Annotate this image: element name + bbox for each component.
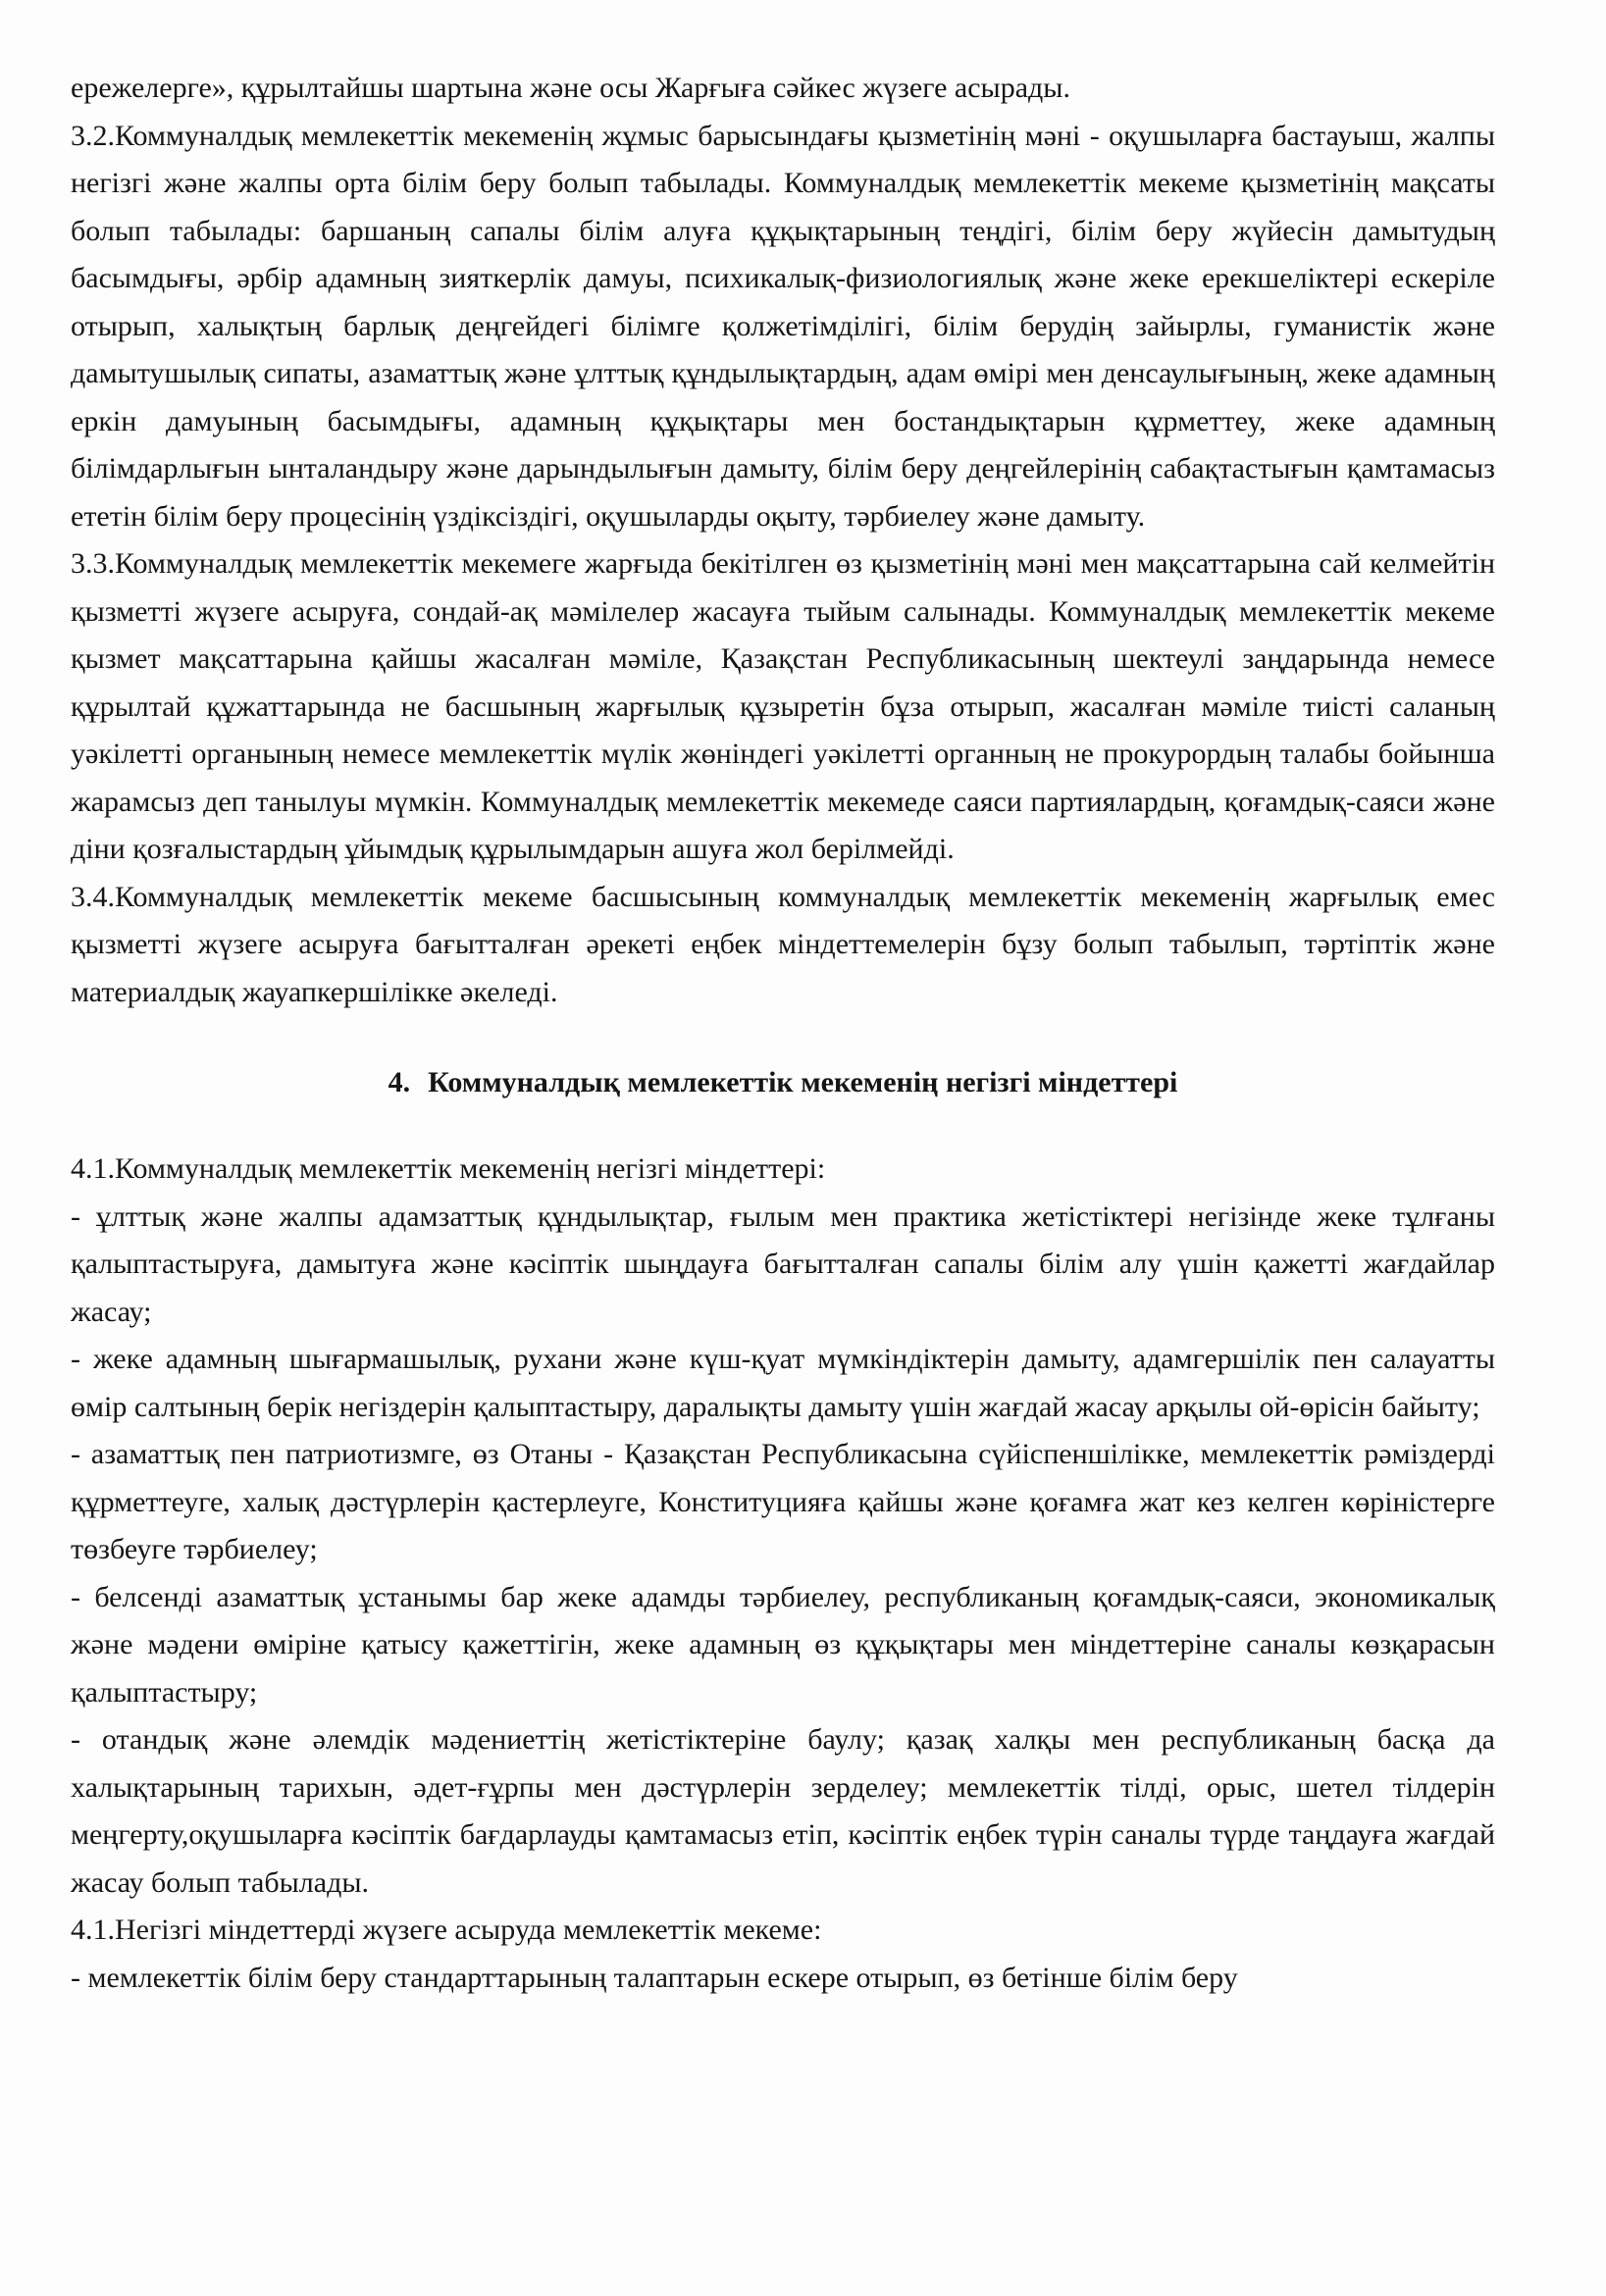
document-body: [71, 65, 1495, 2002]
paragraph-3-4: 3.4.Коммуналдық мемлекеттік мекеме басшысының коммуналдық мемлекеттік мекеменің жарғылық емес қызметті жүзеге асыруға бағытталған әрекеті еңбек міндеттемелерін бұзу болып табылып, тәртіптік және материалдық жауапкершілікке әкеледі.: [71, 880, 1495, 1008]
section-4-number: 4.: [388, 1066, 411, 1098]
list-item: - азаматтық пен патриотизмге, өз Отаны - Қазақстан Республикасына сүйіспеншілікке, мемлекеттік рәміздерді құрметтеуге, халық дәстүрлерін қастерлеуге, Конституцияға қайшы және қоғамға жат кез келген көріністерге төзбеуге тәрбиелеу;: [71, 1438, 1495, 1565]
list-item: - жеке адамның шығармашылық, рухани және күш-қуат мүмкіндіктерін дамыту, адамгершілік пен салауатты өмір салтының берік негіздерін қалыптастыру, даралықты дамыту үшін жағдай жасау арқылы ой-өрісін байыту;: [71, 1343, 1495, 1423]
paragraph-4-1: 4.1.Коммуналдық мемлекеттік мекеменің негізгі міндеттері:: [71, 1152, 826, 1185]
list-item: - белсенді азаматтық ұстанымы бар жеке адамды тәрбиелеу, республиканың қоғамдық-саяси, экономикалық және мәдени өміріне қатысу қажеттігін, жеке адамның өз құқықтары мен міндеттеріне саналы көзқарасын қалыптастыру;: [71, 1580, 1495, 1709]
paragraph-3-3: 3.3.Коммуналдық мемлекеттік мекемеге жарғыда бекітілген өз қызметінің мәні мен мақсаттарына сай келмейтін қызметті жүзеге асыруға, сондай-ақ мәмілелер жасауға тыйым салынады. Коммуналдық мемлекеттік мекеме қызмет мақсаттарына қайшы жасалған мәміле, Қазақстан Республикасының шектеулі заңдарында немесе құрылтай құжаттарында не басшының жарғылық құзыретін бұза отырып, жасалған мәміле тиісті саланың уәкілетті органының немесе мемлекеттік мүлік жөніндегі уәкілетті органның не прокурордың талабы бойынша жарамсыз деп танылуы мүмкін. Коммуналдық мемлекеттік мекемеде саяси партиялардың, қоғамдық-саяси және діни қозғалыстардың ұйымдық құрылымдарын ашуға жол берілмейді.: [71, 547, 1495, 865]
list-item: - мемлекеттік білім беру стандарттарының талаптарын ескере отырып, өз бетінше білім беру: [71, 1961, 1238, 1994]
section-4-title: Коммуналдық мемлекеттік мекеменің негізгі міндеттері: [428, 1066, 1178, 1098]
paragraph-intro: ережелерге», құрылтайшы шартына және осы Жарғыға сәйкес жүзеге асырады.: [71, 72, 1070, 104]
section-4-heading: [71, 1059, 1495, 1106]
list-item: - ұлттық және жалпы адамзаттық құндылықтар, ғылым мен практика жетістіктері негізінде жеке тұлғаны қалыптастыруға, дамытуға және кәсіптік шыңдауға бағытталған сапалы білім алу үшін қажетті жағдайлар жасау;: [71, 1199, 1495, 1328]
paragraph-3-2: 3.2.Коммуналдық мемлекеттік мекеменің жұмыс барысындағы қызметінің мәні - оқушыларға бастауыш, жалпы негізгі және жалпы орта білім беру болып табылады. Коммуналдық мемлекеттік мекеме қызметінің мақсаты болып табылады: баршаның сапалы білім алуға құқықтарының теңдігі, білім беру жүйесін дамытудың басымдығы, әрбір адамның зияткерлік дамуы, психикалық-физиологиялық және жеке ерекшеліктері ескеріле отырып, халықтың барлық деңгейдегі білімге қолжетімділігі, білім берудің зайырлы, гуманистік және дамытушылық сипаты, азаматтық және ұлттық құндылықтардың, адам өмірі мен денсаулығының, жеке адамның еркін дамуының басымдығы, адамның құқықтары мен бостандықтарын құрметтеу, жеке адамның білімдарлығын ынталандыру және дарындылығын дамыту, білім беру деңгейлерінің сабақтастығын қамтамасыз ететін білім беру процесінің үздіксіздігі, оқушыларды оқыту, тәрбиелеу және дамыту.: [71, 119, 1495, 533]
list-item: - отандық және әлемдік мәдениеттің жетістіктеріне баулу; қазақ халқы мен республиканың басқа да халықтарының тарихын, әдет-ғұрпы мен дәстүрлерін зерделеу; мемлекеттік тілді, орыс, шетел тілдерін меңгерту,оқушыларға кәсіптік бағдарлауды қамтамасыз етіп, кәсіптік еңбек түрін саналы түрде таңдауға жағдай жасау болып табылады.: [71, 1723, 1495, 1899]
paragraph-4-1b: 4.1.Негізгі міндеттерді жүзеге асыруда мемлекеттік мекеме:: [71, 1913, 822, 1946]
